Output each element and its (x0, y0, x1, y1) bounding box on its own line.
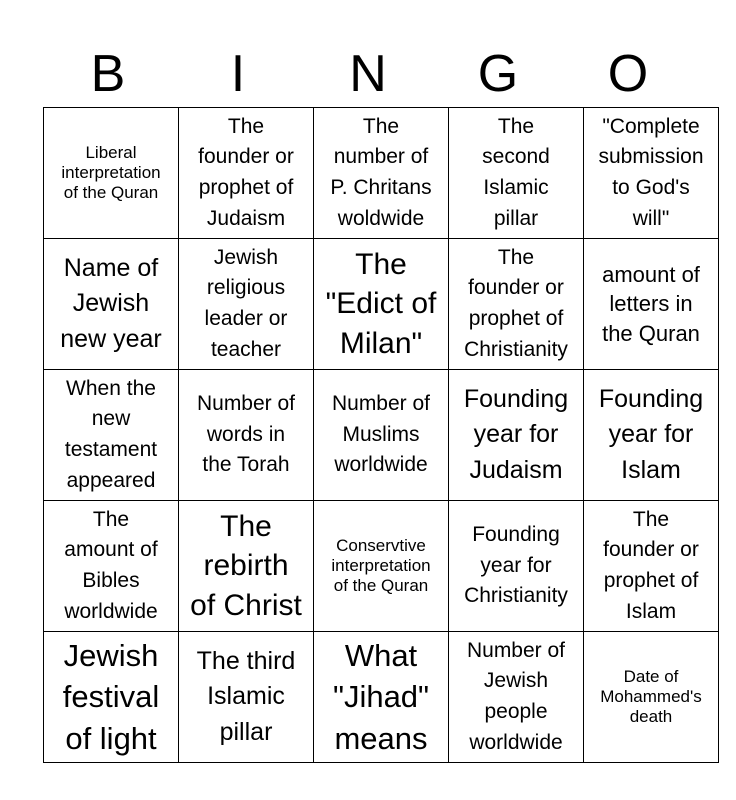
bingo-cell-text: Conservtive interpretation of the Quran (331, 535, 431, 596)
bingo-cell-text: What "Jihad" means (332, 637, 430, 756)
bingo-cell[interactable] (44, 370, 179, 501)
bingo-cell-text: The founder or prophet of Christianity (464, 245, 568, 361)
bingo-cell-text: The "Edict of Milan" (325, 247, 437, 360)
bingo-cell[interactable] (449, 239, 584, 370)
bingo-cell-text: The number of P. Chritans woldwide (330, 114, 432, 230)
header-letter-n: N (349, 45, 387, 103)
bingo-row (44, 370, 719, 501)
bingo-cell[interactable] (44, 501, 179, 632)
bingo-cell[interactable] (314, 632, 449, 763)
bingo-cell[interactable] (449, 501, 584, 632)
bingo-row (44, 108, 719, 239)
bingo-cell-text: Number of Muslims worldwide (331, 392, 431, 477)
bingo-cell-text: Founding year for Judaism (463, 384, 569, 484)
bingo-cell-text: Name of Jewish new year (60, 253, 162, 353)
header-letter-g: G (477, 45, 519, 103)
bingo-cell-text: The second Islamic pillar (482, 114, 550, 230)
bingo-cell-text: The founder or prophet of Islam (603, 507, 699, 623)
bingo-cell-text: Founding year for Christianity (464, 523, 568, 608)
bingo-cell[interactable] (584, 108, 719, 239)
bingo-cell[interactable] (179, 632, 314, 763)
bingo-cell-text: "Complete submission to God's will" (598, 114, 704, 230)
bingo-cell-text: amount of letters in the Quran (602, 261, 700, 346)
bingo-cell-text: When the new testament appeared (64, 376, 158, 492)
bingo-cell[interactable] (179, 108, 314, 239)
header-letter-i: I (230, 45, 246, 103)
bingo-cell-text: Jewish festival of light (62, 637, 160, 756)
bingo-cell[interactable] (179, 370, 314, 501)
bingo-cell[interactable] (179, 239, 314, 370)
bingo-cell-text: The amount of Bibles worldwide (64, 507, 158, 623)
bingo-cell-text: The rebirth of Christ (190, 509, 302, 622)
bingo-row (44, 632, 719, 763)
bingo-cell-text: Number of Jewish people worldwide (466, 638, 566, 754)
bingo-cell-text: The third Islamic pillar (196, 646, 296, 746)
bingo-cell[interactable] (314, 108, 449, 239)
header-letter-b: B (90, 45, 126, 103)
bingo-row (44, 239, 719, 370)
bingo-cell-text: The founder or prophet of Judaism (198, 114, 294, 230)
bingo-cell[interactable] (44, 632, 179, 763)
bingo-cell[interactable] (449, 108, 584, 239)
bingo-cell[interactable] (44, 239, 179, 370)
bingo-cell[interactable] (314, 501, 449, 632)
bingo-cell-text: Liberal interpretation of the Quran (61, 142, 161, 203)
bingo-cell[interactable] (584, 632, 719, 763)
bingo-cell[interactable] (449, 632, 584, 763)
bingo-cell[interactable] (44, 108, 179, 239)
bingo-cell-text: Number of words in the Torah (196, 392, 296, 477)
bingo-header (43, 44, 693, 104)
bingo-cell-text: Founding year for Islam (598, 384, 704, 484)
bingo-cell[interactable] (584, 370, 719, 501)
bingo-cell[interactable] (314, 370, 449, 501)
bingo-cell-text: Jewish religious leader or teacher (204, 245, 288, 361)
header-letter-o: O (607, 45, 649, 103)
bingo-cell[interactable] (179, 501, 314, 632)
bingo-cell[interactable] (449, 370, 584, 501)
bingo-cell[interactable] (584, 501, 719, 632)
bingo-cell-text: Date of Mohammed's death (600, 666, 702, 727)
bingo-row (44, 501, 719, 632)
bingo-grid (43, 107, 719, 763)
bingo-cell[interactable] (584, 239, 719, 370)
bingo-cell[interactable] (314, 239, 449, 370)
